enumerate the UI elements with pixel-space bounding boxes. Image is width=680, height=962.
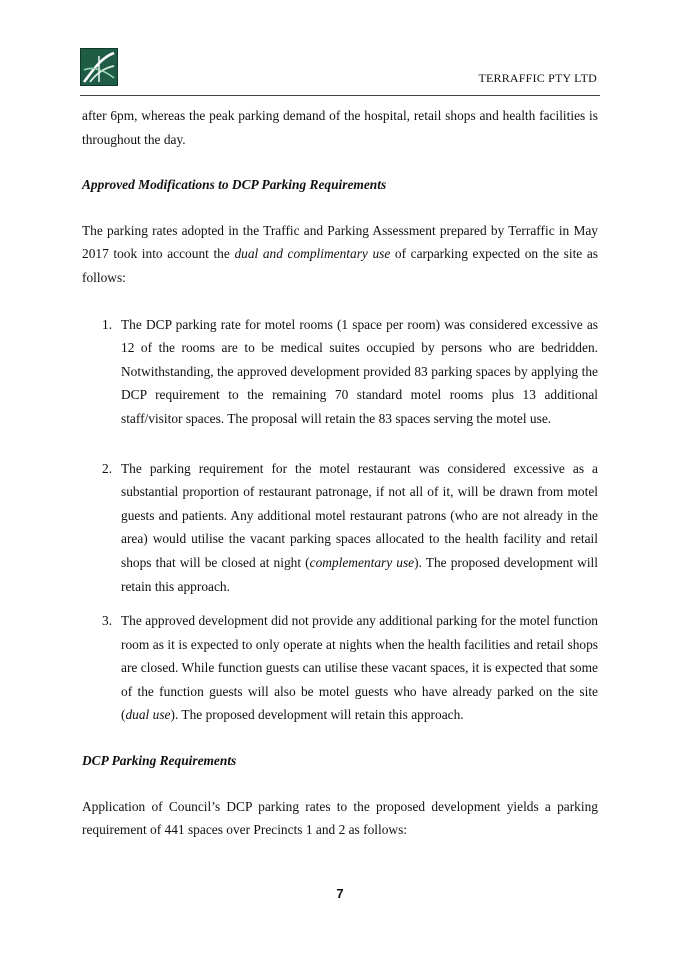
list-item-text: ). The proposed development will retain this approach. <box>121 554 598 594</box>
list-item-text: ). The proposed development will retain this approach. <box>170 707 464 723</box>
section-paragraph: Application of Council’s DCP parking rates to the proposed development yields a parking requirement of 441 spaces over Precincts 1 and 2 as follows: <box>82 798 598 838</box>
list-item-text: The approved development did not provide any additional parking for the motel function room as it is expected to only operate at nights when the health facilities and retail shops are closed. While function guests can utilise these vacant spaces, it is expected that some of the function guests will also be motel guests who have already parked on the site ( <box>121 613 598 723</box>
list-item-text: The DCP parking rate for motel rooms (1 space per room) was considered excessive as 12 of the rooms are to be medical suites occupied by persons who are bedridden. Notwithstanding, the approved development provided 83 parking spaces by applying the DCP requirement to the remaining 70 standard motel rooms plus 13 additional staff/visitor spaces. The proposal will retain the 83 spaces serving the motel use. <box>121 316 598 426</box>
paragraph-text: The parking rates adopted in the Traffic and Parking Assessment prepared by Terraffic in May 2017 took into account the <box>82 222 598 262</box>
section-paragraph <box>82 219 598 290</box>
terraffic-logo-icon <box>80 48 118 86</box>
list-item <box>82 313 598 431</box>
company-logo <box>80 48 118 86</box>
page-content <box>82 104 598 842</box>
list-item <box>82 609 598 727</box>
emphasis-text: complementary use <box>309 554 415 570</box>
modifications-list <box>82 313 598 728</box>
header-divider <box>80 95 600 96</box>
list-item <box>82 457 598 599</box>
list-item-number: 1. <box>102 316 113 332</box>
page-number: 7 <box>336 886 344 901</box>
section-heading-dcp-parking: DCP Parking Requirements <box>82 753 237 769</box>
section-heading-approved-modifications: Approved Modifications to DCP Parking Requirements <box>82 177 387 193</box>
list-item-number: 3. <box>102 613 113 629</box>
intro-paragraph: after 6pm, whereas the peak parking demand of the hospital, retail shops and health facilities is throughout the day. <box>82 108 598 147</box>
emphasis-text: dual use <box>125 707 171 723</box>
list-item-text: The parking requirement for the motel restaurant was considered excessive as a substantial proportion of restaurant patronage, if not all of it, will be drawn from motel guests and patients. Any additional motel restaurant patrons (who are not already in the area) would utilise the vacant parking spaces allocated to the health facility and retail shops that will be closed at night ( <box>121 460 598 570</box>
emphasis-text: dual and complimentary use <box>234 246 391 262</box>
list-item-number: 2. <box>102 460 113 476</box>
company-name: TERRAFFIC PTY LTD <box>478 71 597 85</box>
paragraph-text: of carparking expected on the site as follows: <box>82 246 599 285</box>
